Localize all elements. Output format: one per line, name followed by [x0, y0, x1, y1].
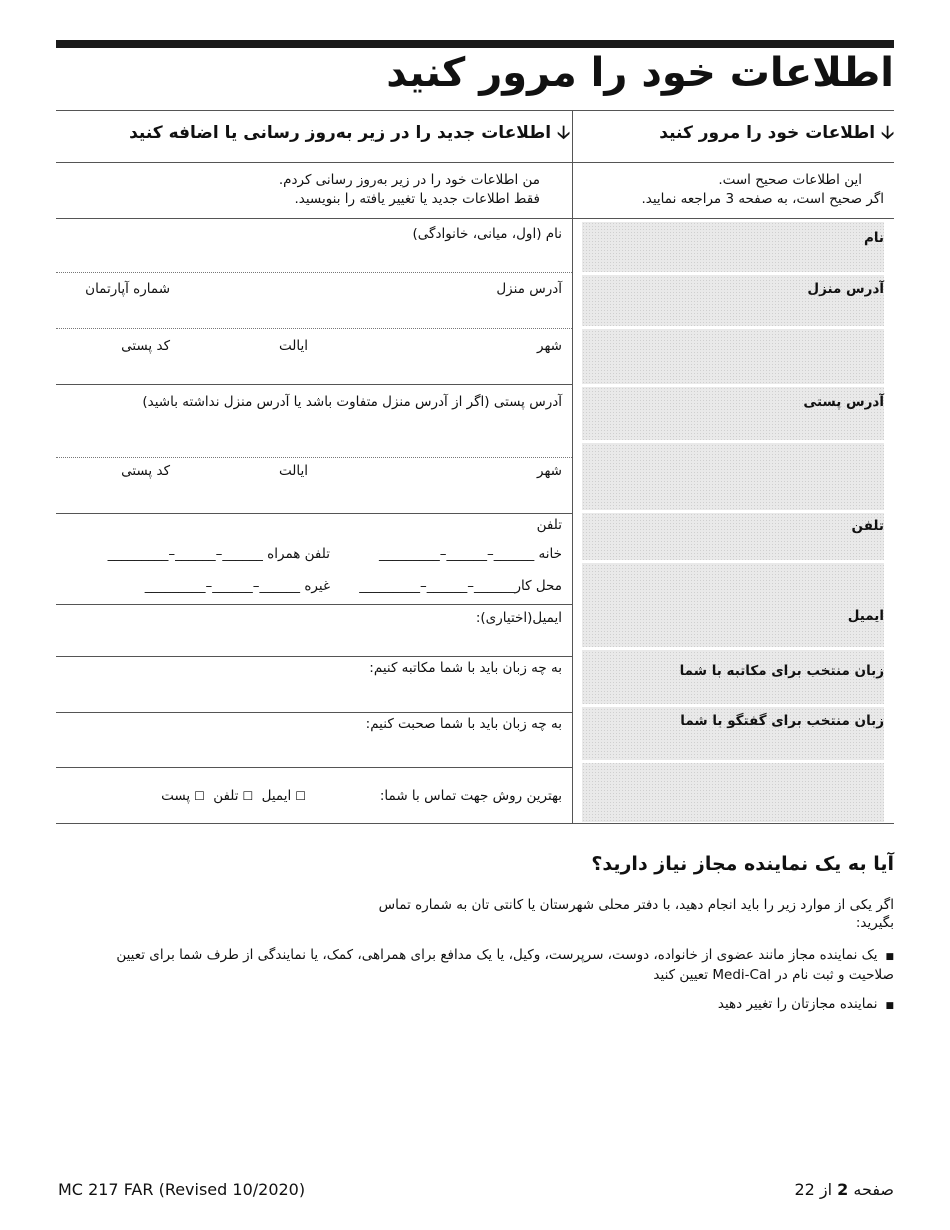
page-title: اطلاعات خود را مرور کنید	[386, 50, 894, 96]
email-checkbox[interactable]: ☐	[295, 789, 306, 803]
correct-note: این اطلاعات صحیح است.	[718, 172, 862, 188]
shade-gap	[582, 272, 884, 275]
apartment-field-label[interactable]: شماره آپارتمان	[85, 281, 170, 297]
updated-note: من اطلاعات خود را در زیر به‌روز رسانی کردم.	[278, 172, 540, 188]
work-phone-row[interactable]: محل کار______–______–_________	[359, 578, 562, 594]
home-phone-label: خانه	[538, 546, 562, 562]
current-home-address-label: آدرس منزل	[807, 281, 884, 297]
email-option-label: ایمیل	[261, 788, 292, 804]
page-number: صفحه 2 از 22	[794, 1180, 894, 1199]
form-id: MC 217 FAR (Revised 10/2020)	[58, 1180, 306, 1199]
left-column-header: 🡣اطلاعات جدید را در زیر به‌روز رسانی یا اضافه کنید	[129, 122, 570, 143]
current-mailing-address-label: آدرس پستی	[803, 394, 884, 410]
field-rule	[56, 604, 572, 605]
field-rule	[56, 457, 572, 458]
current-email-label: ایمیل	[847, 608, 884, 624]
current-spoken-language-label: زبان منتخب برای گفتگو با شما	[680, 713, 884, 729]
shade-gap	[582, 704, 884, 707]
field-rule	[56, 712, 572, 713]
mailing-address-field-label[interactable]: آدرس پستی (اگر از آدرس منزل متفاوت باشد یا آدرس منزل نداشته باشید)	[142, 394, 562, 410]
current-name-label: نام	[863, 230, 884, 246]
updated-note-2: فقط اطلاعات جدید یا تغییر یافته را بنویسید.	[294, 191, 540, 207]
home-address-field-label[interactable]: آدرس منزل	[496, 281, 562, 297]
shade-gap	[582, 560, 884, 563]
shade-gap	[582, 440, 884, 443]
arrow-down-icon: 🡣	[557, 122, 570, 143]
rep-bullet-2: ■نماینده مجازتان را تغییر دهید	[717, 996, 894, 1012]
table-bottom-rule	[56, 823, 894, 824]
email-field-label[interactable]: ایمیل(اختیاری):	[475, 610, 562, 626]
field-rule	[56, 513, 572, 514]
phone-checkbox[interactable]: ☐	[242, 789, 254, 803]
shade-gap	[582, 760, 884, 763]
bullet-icon: ■	[885, 952, 894, 962]
rep-intro: اگر یکی از موارد زیر را باید انجام دهید، با دفتر محلی شهرستان یا کانتی تان به شماره تماس بگیرید:	[378, 897, 894, 931]
state-field-label[interactable]: ایالت	[279, 338, 308, 354]
written-language-field-label[interactable]: به چه زبان باید با شما مکاتبه کنیم:	[369, 660, 562, 676]
other-phone-label: غیره	[304, 578, 330, 594]
current-info-panel	[582, 222, 884, 822]
bullet-icon: ■	[885, 1001, 894, 1011]
shade-gap	[582, 384, 884, 387]
other-phone-row[interactable]: غیره ______–______–_________	[144, 578, 330, 594]
field-rule	[56, 328, 572, 329]
contact-method-options	[161, 788, 310, 804]
phone-field-label: تلفن	[536, 517, 562, 533]
city-field-label[interactable]: شهر	[537, 338, 562, 354]
field-rule	[56, 656, 572, 657]
current-written-language-label: زبان منتخب برای مکاتبه با شما	[679, 663, 884, 679]
mailing-zip-field-label[interactable]: کد پستی	[121, 463, 170, 479]
header-top-rule	[56, 110, 894, 111]
rep-bullet-1: ■یک نماینده مجاز مانند عضوی از خانواده، دوست، سرپرست، وکیل، یا یک مدافع برای همراهی، کمک، یا نمایندگی از طرف شما برای تعیین صلاحیت و ثبت نام در Medi-Cal تعیین کنید	[116, 947, 894, 983]
contact-method-label: بهترین روش جهت تماس با شما:	[379, 788, 562, 804]
mail-checkbox[interactable]: ☐	[194, 789, 205, 803]
rep-section-title: آیا به یک نماینده مجاز نیاز دارید؟	[591, 853, 894, 875]
home-phone-row[interactable]: خانه ______–______–_________	[378, 546, 562, 562]
current-phone-label: تلفن	[851, 518, 884, 534]
name-field-label[interactable]: نام (اول، میانی، خانوادگی)	[412, 226, 562, 242]
right-column-header: 🡣اطلاعات خود را مرور کنید	[659, 122, 894, 143]
work-phone-label: محل کار	[514, 578, 562, 594]
mail-option-label: پست	[161, 788, 191, 804]
notes-rule	[56, 218, 894, 219]
header-bottom-rule	[56, 162, 894, 163]
arrow-down-icon: 🡣	[881, 122, 894, 143]
field-rule	[56, 384, 572, 385]
mailing-state-field-label[interactable]: ایالت	[279, 463, 308, 479]
zip-field-label[interactable]: کد پستی	[121, 338, 170, 354]
mobile-phone-row[interactable]: تلفن همراه ______–______–_________	[107, 546, 330, 562]
shade-gap	[582, 647, 884, 650]
mobile-phone-label: تلفن همراه	[267, 546, 330, 562]
title-bar	[56, 40, 894, 48]
field-rule	[56, 272, 572, 273]
shade-gap	[582, 326, 884, 329]
spoken-language-field-label[interactable]: به چه زبان باید با شما صحبت کنیم:	[365, 716, 562, 732]
field-rule	[56, 767, 572, 768]
correct-note-2: اگر صحیح است، به صفحه 3 مراجعه نمایید.	[641, 191, 884, 207]
shade-gap	[582, 510, 884, 513]
mailing-city-field-label[interactable]: شهر	[537, 463, 562, 479]
phone-option-label: تلفن	[213, 788, 239, 804]
